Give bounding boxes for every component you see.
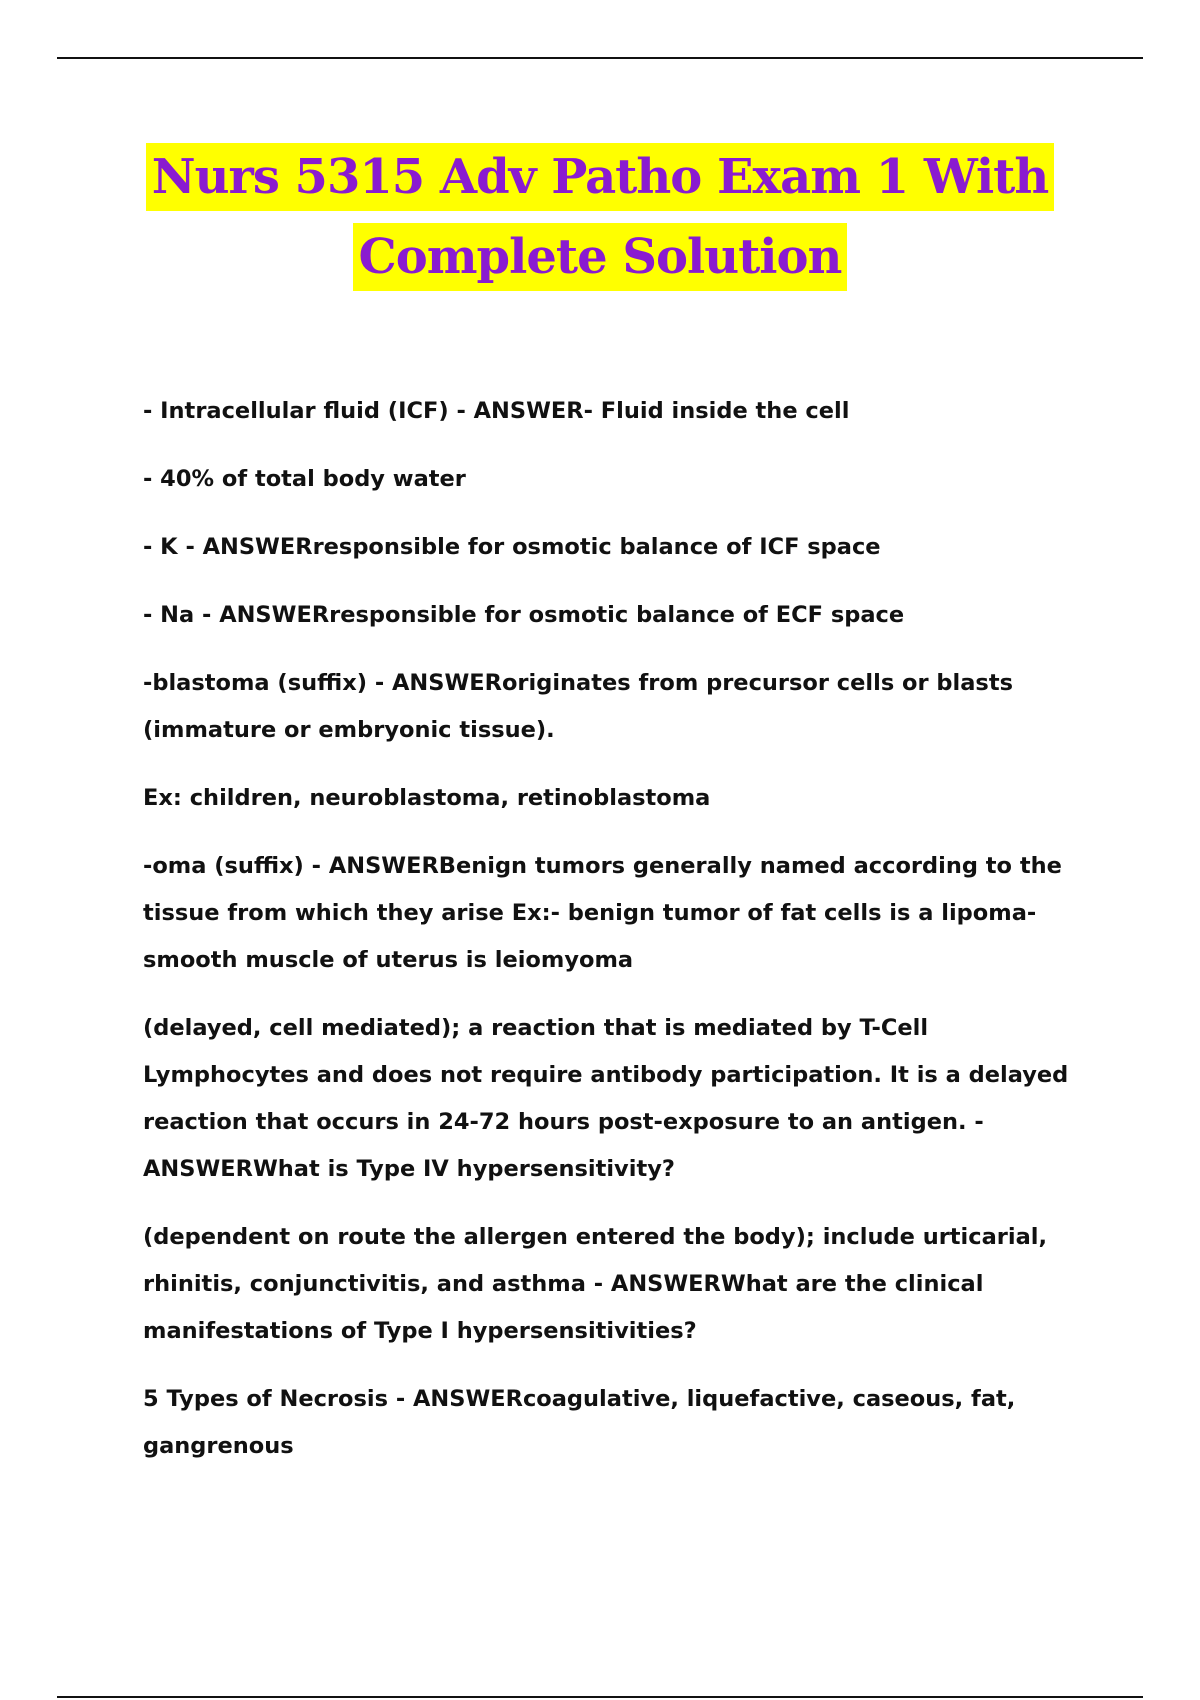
bottom-rule — [57, 1696, 1143, 1698]
entry-blastoma-examples: Ex: children, neuroblastoma, retinoblastoma — [143, 785, 711, 811]
entry-sodium: - Na - ANSWERresponsible for osmotic balance of ECF space — [143, 602, 905, 628]
document-title — [0, 143, 1200, 303]
title-line-1: Nurs 5315 Adv Patho Exam 1 With — [146, 143, 1055, 211]
entry-type-i-hypersensitivity: (dependent on route the allergen entered the body); include urticarial, rhinitis, conjunctivitis, and asthma - ANSWERWhat are the clinical manifestations of Type I hypersensitivities? — [143, 1224, 1048, 1344]
entry-icf: - Intracellular fluid (ICF) - ANSWER- Fluid inside the cell — [143, 398, 850, 424]
title-line-2: Complete Solution — [353, 223, 848, 291]
top-rule — [57, 57, 1143, 59]
entry-oma: -oma (suffix) - ANSWERBenign tumors generally named according to the tissue from which they arise Ex:- benign tumor of fat cells is a lipoma- smooth muscle of uterus is leiomyoma — [143, 853, 1062, 973]
entry-blastoma: -blastoma (suffix) - ANSWERoriginates from precursor cells or blasts (immature or embryonic tissue). — [143, 670, 1013, 743]
entry-potassium: - K - ANSWERresponsible for osmotic balance of ICF space — [143, 534, 881, 560]
entry-total-body-water: - 40% of total body water — [143, 466, 466, 492]
entry-type-iv-hypersensitivity: (delayed, cell mediated); a reaction that is mediated by T-Cell Lymphocytes and does not require antibody participation. It is a delayed reaction that occurs in 24-72 hours post-exposure to an antigen. - ANSWERWhat is Type IV hypersensitivity? — [143, 1015, 1069, 1182]
entry-necrosis-types: 5 Types of Necrosis - ANSWERcoagulative, liquefactive, caseous, fat, gangrenous — [143, 1386, 1016, 1459]
document-body — [143, 388, 1078, 1491]
